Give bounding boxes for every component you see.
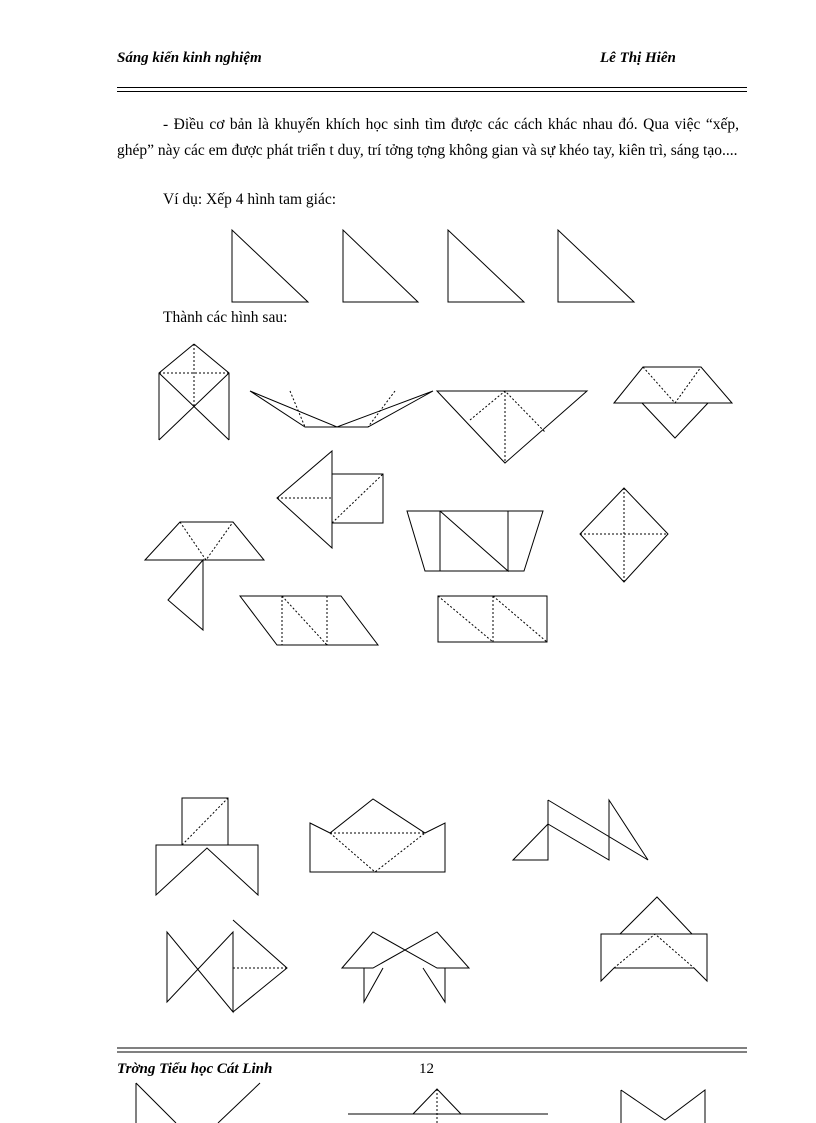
shape-hat [614, 367, 732, 438]
source-triangle-4 [558, 230, 634, 302]
shape-roof-bench [601, 897, 707, 981]
shape-umbrella [145, 522, 264, 630]
shape-partial-1 [136, 1083, 260, 1123]
body-paragraph-text: - Điều cơ bản là khuyến khích học sinh tìm được các cách khác nhau đó. Qua việc “xếp, ghép” này các em được phát triển t duy, trí tởng tợng không gian và sự khéo tay, kiên trì, sáng tạo.... [117, 116, 739, 159]
source-triangles [232, 230, 634, 302]
shape-bowtie [167, 920, 287, 1012]
source-triangle-3 [448, 230, 524, 302]
example-line: Ví dụ: Xếp 4 hình tam giác: [163, 191, 337, 208]
result-line: Thành các hình sau: [163, 309, 288, 326]
page-number: 12 [419, 1061, 434, 1077]
shape-partial-3 [621, 1090, 705, 1123]
shape-arrow-square [277, 451, 383, 548]
shape-crown [310, 799, 445, 872]
shape-parallelogram [240, 596, 378, 645]
shape-butterfly [513, 800, 648, 860]
footer-school: Trờng Tiểu học Cát Linh [117, 1061, 273, 1077]
shape-rectangle [438, 596, 547, 642]
shape-wings [250, 391, 433, 427]
footer-rule [117, 1048, 747, 1052]
header-title: Sáng kiến kinh nghiệm [117, 50, 262, 66]
shape-big-triangle [437, 391, 587, 463]
shape-house-cross [159, 344, 229, 440]
header-author: Lê Thị Hiên [600, 50, 676, 66]
source-triangle-1 [232, 230, 308, 302]
shape-chair [156, 798, 258, 895]
shape-trapezoid [407, 511, 543, 571]
shape-diamond [580, 488, 668, 582]
shape-partial-2 [348, 1089, 548, 1123]
source-triangle-2 [343, 230, 418, 302]
shape-twin-tents [342, 932, 469, 1002]
